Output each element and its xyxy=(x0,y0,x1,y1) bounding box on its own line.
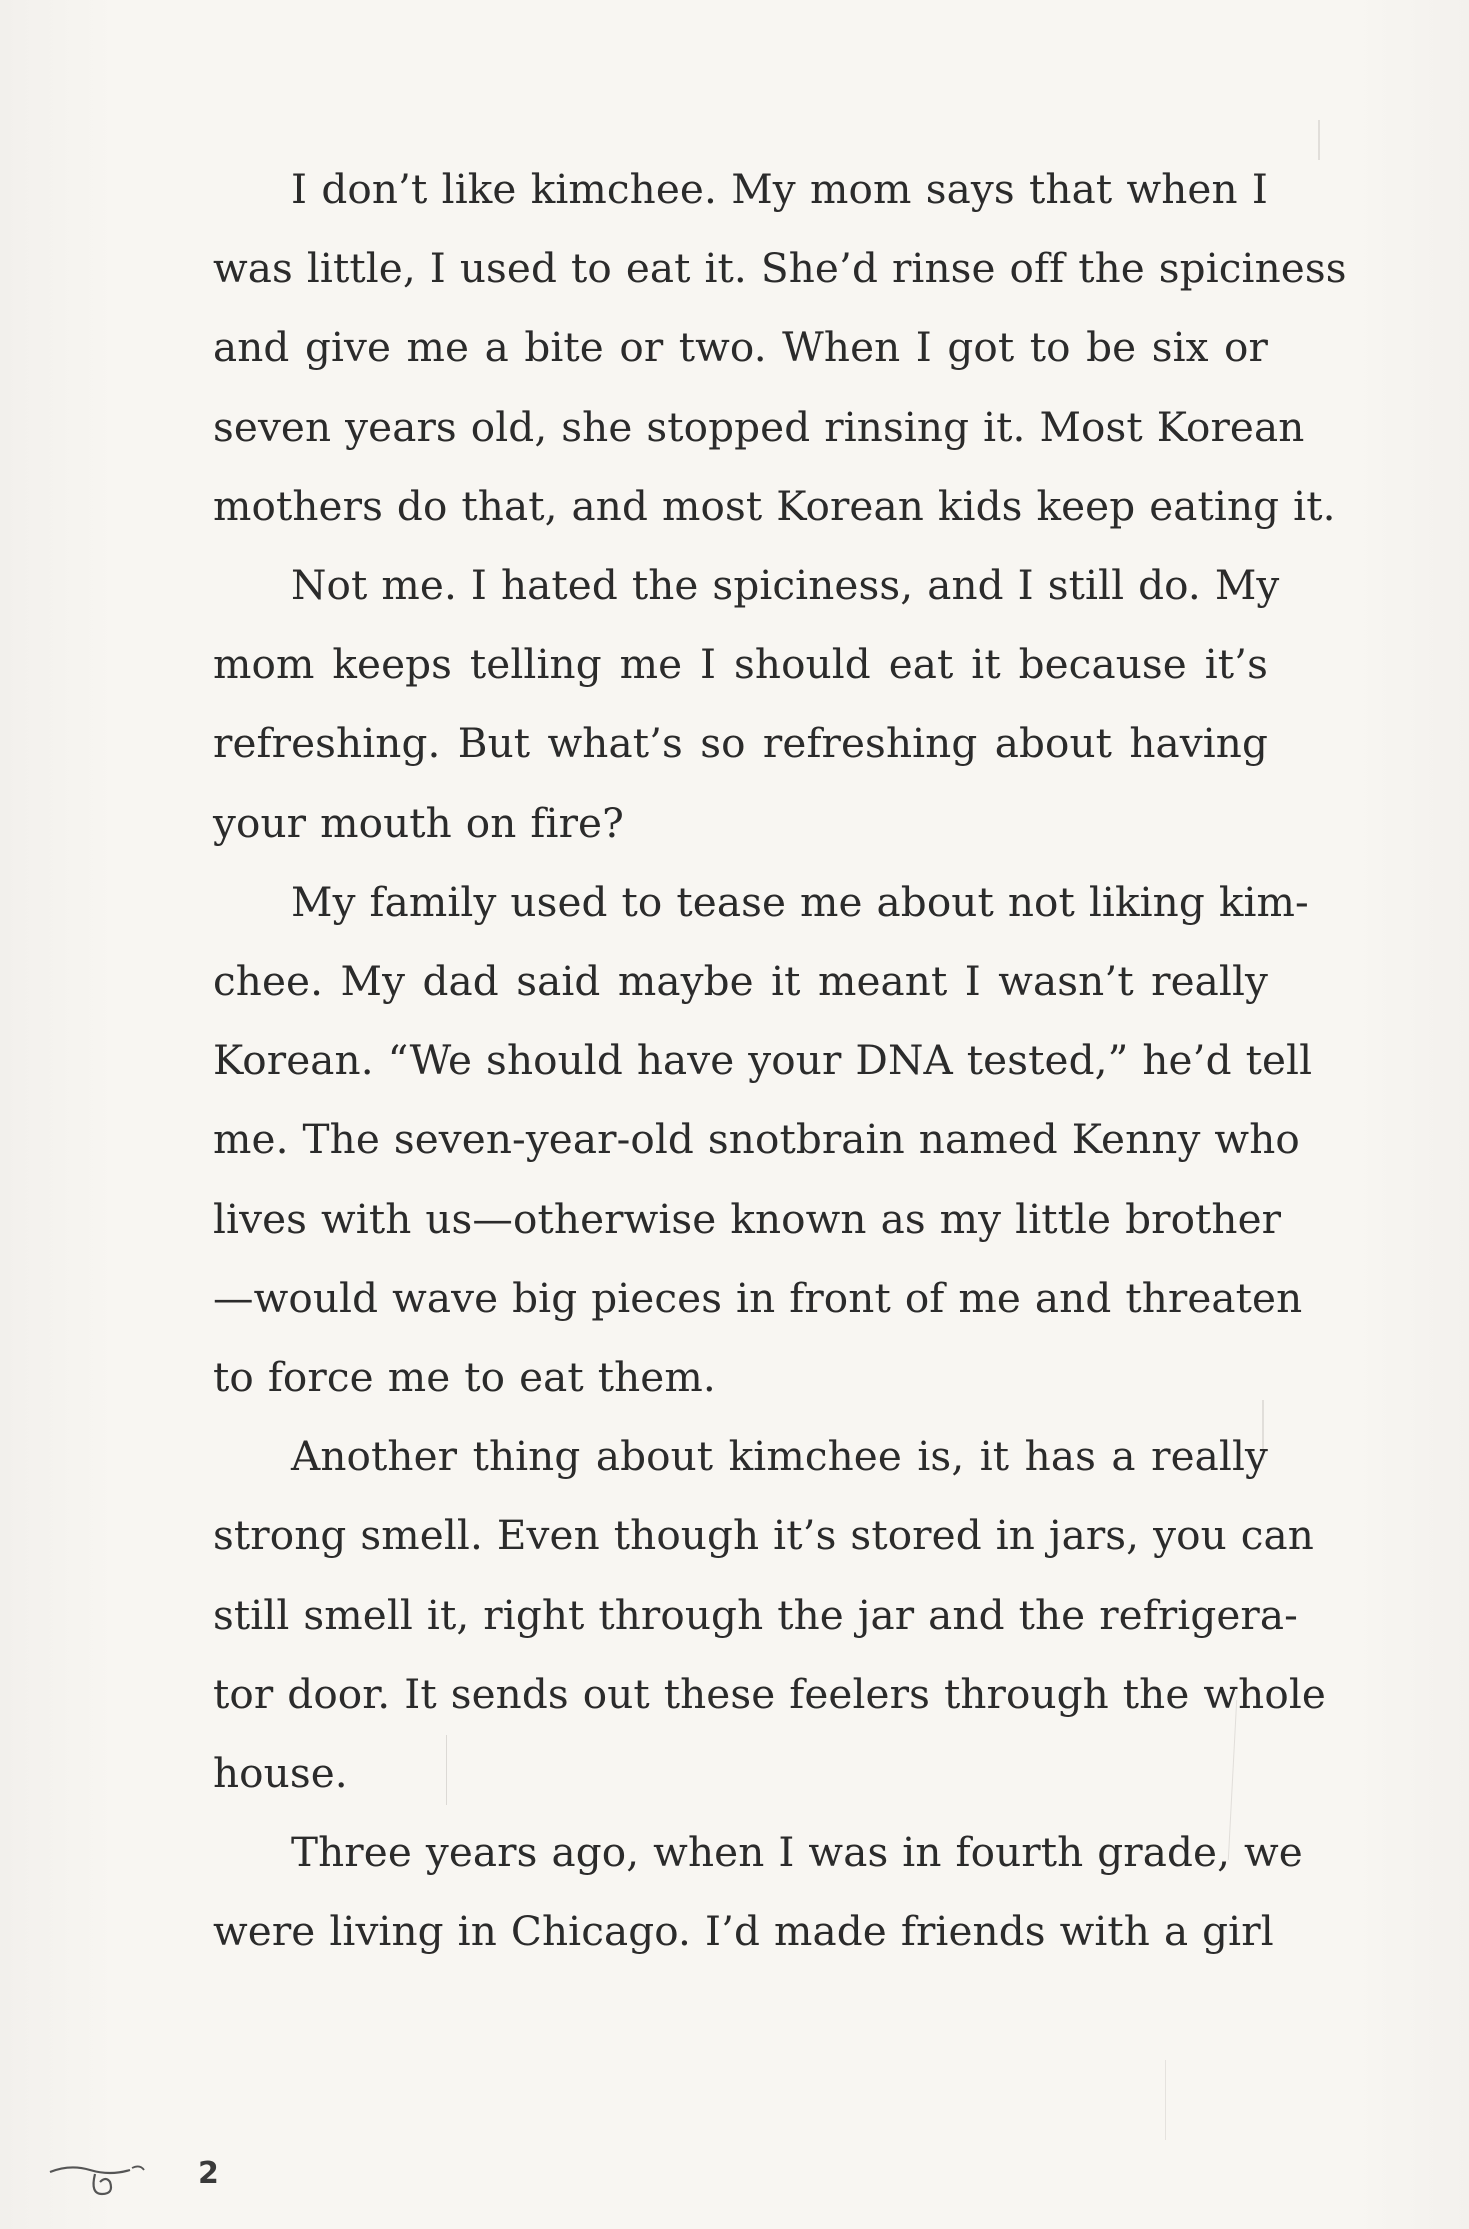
swirl-ornament-icon xyxy=(40,2150,160,2210)
text-line: was little, I used to eat it. She’d rinse off the spiciness xyxy=(213,244,1347,293)
text-line: were living in Chicago. I’d made friends with a girl xyxy=(213,1907,1274,1956)
text-line: your mouth on fire? xyxy=(213,798,624,847)
page-footer xyxy=(40,2150,280,2210)
text-line: tor door. It sends out these feelers through the whole xyxy=(213,1669,1326,1718)
text-line: and give me a bite or two. When I got to be six or xyxy=(213,323,1268,372)
text-line: Korean. “We should have your DNA tested,” he’d tell xyxy=(213,1036,1313,1085)
paragraph-3 xyxy=(213,863,1313,1417)
text-line: mothers do that, and most Korean kids keep eating it. xyxy=(213,481,1336,530)
body-text xyxy=(213,150,1347,1972)
text-line: lives with us—otherwise known as my little brother xyxy=(213,1194,1282,1243)
paragraph-5 xyxy=(213,1813,1303,1971)
text-line: I don’t like kimchee. My mom says that when I xyxy=(291,165,1268,213)
text-line: Another thing about kimchee is, it has a really xyxy=(291,1432,1268,1481)
page-number: 2 xyxy=(198,2156,219,2191)
text-line: Not me. I hated the spiciness, and I still do. My xyxy=(291,561,1280,610)
paragraph-1 xyxy=(213,150,1347,546)
text-line: to force me to eat them. xyxy=(213,1353,716,1402)
paragraph-2 xyxy=(213,546,1280,863)
text-line: Three years ago, when I was in fourth grade, we xyxy=(291,1828,1303,1877)
text-line: strong smell. Even though it’s stored in jars, you can xyxy=(213,1511,1314,1560)
scan-scratch xyxy=(1165,2060,1166,2140)
text-line: still smell it, right through the jar and the refrigera- xyxy=(213,1590,1298,1639)
text-line: mom keeps telling me I should eat it because it’s xyxy=(213,640,1268,689)
text-line: me. The seven-year-old snotbrain named Kenny who xyxy=(213,1115,1300,1164)
text-line: —would wave big pieces in front of me and threaten xyxy=(213,1273,1303,1322)
scan-scratch xyxy=(1318,120,1320,160)
text-line: My family used to tease me about not liking kim- xyxy=(291,877,1309,926)
text-line: chee. My dad said maybe it meant I wasn’t really xyxy=(213,957,1268,1006)
text-line: house. xyxy=(213,1749,348,1798)
text-line: refreshing. But what’s so refreshing about having xyxy=(213,719,1268,768)
paragraph-4 xyxy=(213,1417,1326,1813)
text-line: seven years old, she stopped rinsing it. Most Korean xyxy=(213,402,1305,451)
